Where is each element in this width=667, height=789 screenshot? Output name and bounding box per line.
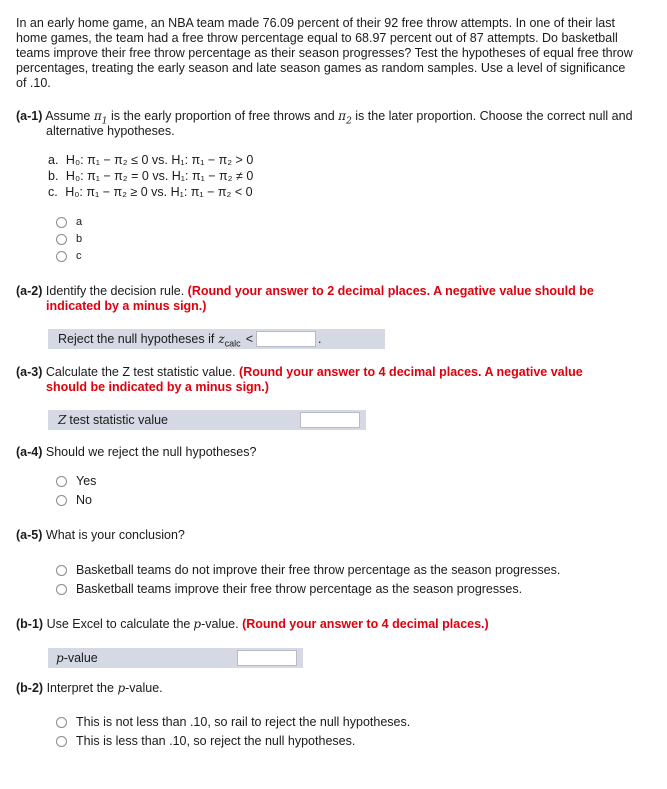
radio-button[interactable] (56, 565, 67, 576)
b2-radio-not-less[interactable]: This is not less than .10, so rail to reject the null hypotheses. (56, 713, 667, 732)
question-a4: (a-4) Should we reject the null hypotheses? (16, 445, 257, 459)
radio-button[interactable] (56, 736, 67, 747)
radio-button[interactable] (56, 495, 67, 506)
pi1-symbol: $\pi_1$ (93, 109, 108, 127)
pi2-symbol: $\pi_2$ (338, 109, 352, 127)
a1-text-1: Assume (45, 109, 91, 123)
a1-text-3: is the later proportion. Choose the correct null and alternative hypotheses. (46, 109, 633, 138)
a1-radio-group (56, 214, 667, 265)
hypothesis-option-c: c. H₀: π₁ − π₂ ≥ 0 vs. H₁: π₁ − π₂ < 0 (48, 185, 253, 199)
a1-radio-c[interactable]: c (56, 248, 667, 265)
question-b2: (b-2) Interpret the p-value. (16, 681, 163, 695)
a5-radio-group (56, 561, 667, 599)
radio-button[interactable] (56, 217, 67, 228)
a1-hypothesis-options (48, 153, 667, 200)
b2-radio-group (56, 713, 667, 751)
p-value-bar: p -value (48, 648, 303, 668)
problem-intro: In an early home game, an NBA team made 76.09 percent of their 92 free throw attempts. In one of their last home games, the team had a free throw percentage equal to 68.97 percent out of 87 attempts. Do basketball teams improve their free throw percentage as their season progresses? Test the hypotheses of equal free throw percentages, treating the early season and late season games as random samples. Use a level of significance of .10. (16, 16, 633, 90)
a4-radio-no[interactable]: No (56, 491, 667, 510)
b2-radio-less[interactable]: This is less than .10, so reject the null hypotheses. (56, 732, 667, 751)
hypothesis-option-a: a. H₀: π₁ − π₂ ≤ 0 vs. H₁: π₁ − π₂ > 0 (48, 153, 254, 167)
z-calc-symbol: $z_{calc}$ (218, 331, 241, 348)
question-a1 (16, 109, 667, 139)
question-a1-label: (a-1) (16, 109, 43, 123)
a4-radio-group (56, 472, 667, 510)
decision-rule-bar: Reject the null hypotheses if $z_{calc}$ < . (48, 329, 385, 349)
radio-button[interactable] (56, 234, 67, 245)
question-a2: (a-2) Identify the decision rule. (Round your answer to 2 decimal places. A negative value should be indicated by a minus sign.) (16, 284, 594, 313)
a1-text-2: is the early proportion of free throws and (110, 109, 335, 123)
radio-button[interactable] (56, 717, 67, 728)
z-statistic-input[interactable] (300, 412, 360, 428)
a1-radio-b[interactable]: b (56, 231, 667, 248)
radio-button[interactable] (56, 476, 67, 487)
z-statistic-bar: Z test statistic value (48, 410, 366, 430)
a5-radio-improve[interactable]: Basketball teams improve their free throw percentage as the season progresses. (56, 580, 667, 599)
decision-rule-input[interactable] (256, 331, 316, 347)
a5-radio-no-improve[interactable]: Basketball teams do not improve their free throw percentage as the season progresses. (56, 561, 667, 580)
radio-button[interactable] (56, 584, 67, 595)
radio-button[interactable] (56, 251, 67, 262)
hypothesis-option-b: b. H₀: π₁ − π₂ = 0 vs. H₁: π₁ − π₂ ≠ 0 (48, 169, 254, 183)
a4-radio-yes[interactable]: Yes (56, 472, 667, 491)
question-a3: (a-3) Calculate the Z test statistic value. (Round your answer to 4 decimal places. A negative value should be indicated by a minus sign.) (16, 365, 583, 394)
p-value-input[interactable] (237, 650, 297, 666)
question-b1: (b-1) Use Excel to calculate the p-value. (Round your answer to 4 decimal places.) (16, 617, 489, 631)
question-a5: (a-5) What is your conclusion? (16, 528, 185, 542)
a1-radio-a[interactable]: a (56, 214, 667, 231)
